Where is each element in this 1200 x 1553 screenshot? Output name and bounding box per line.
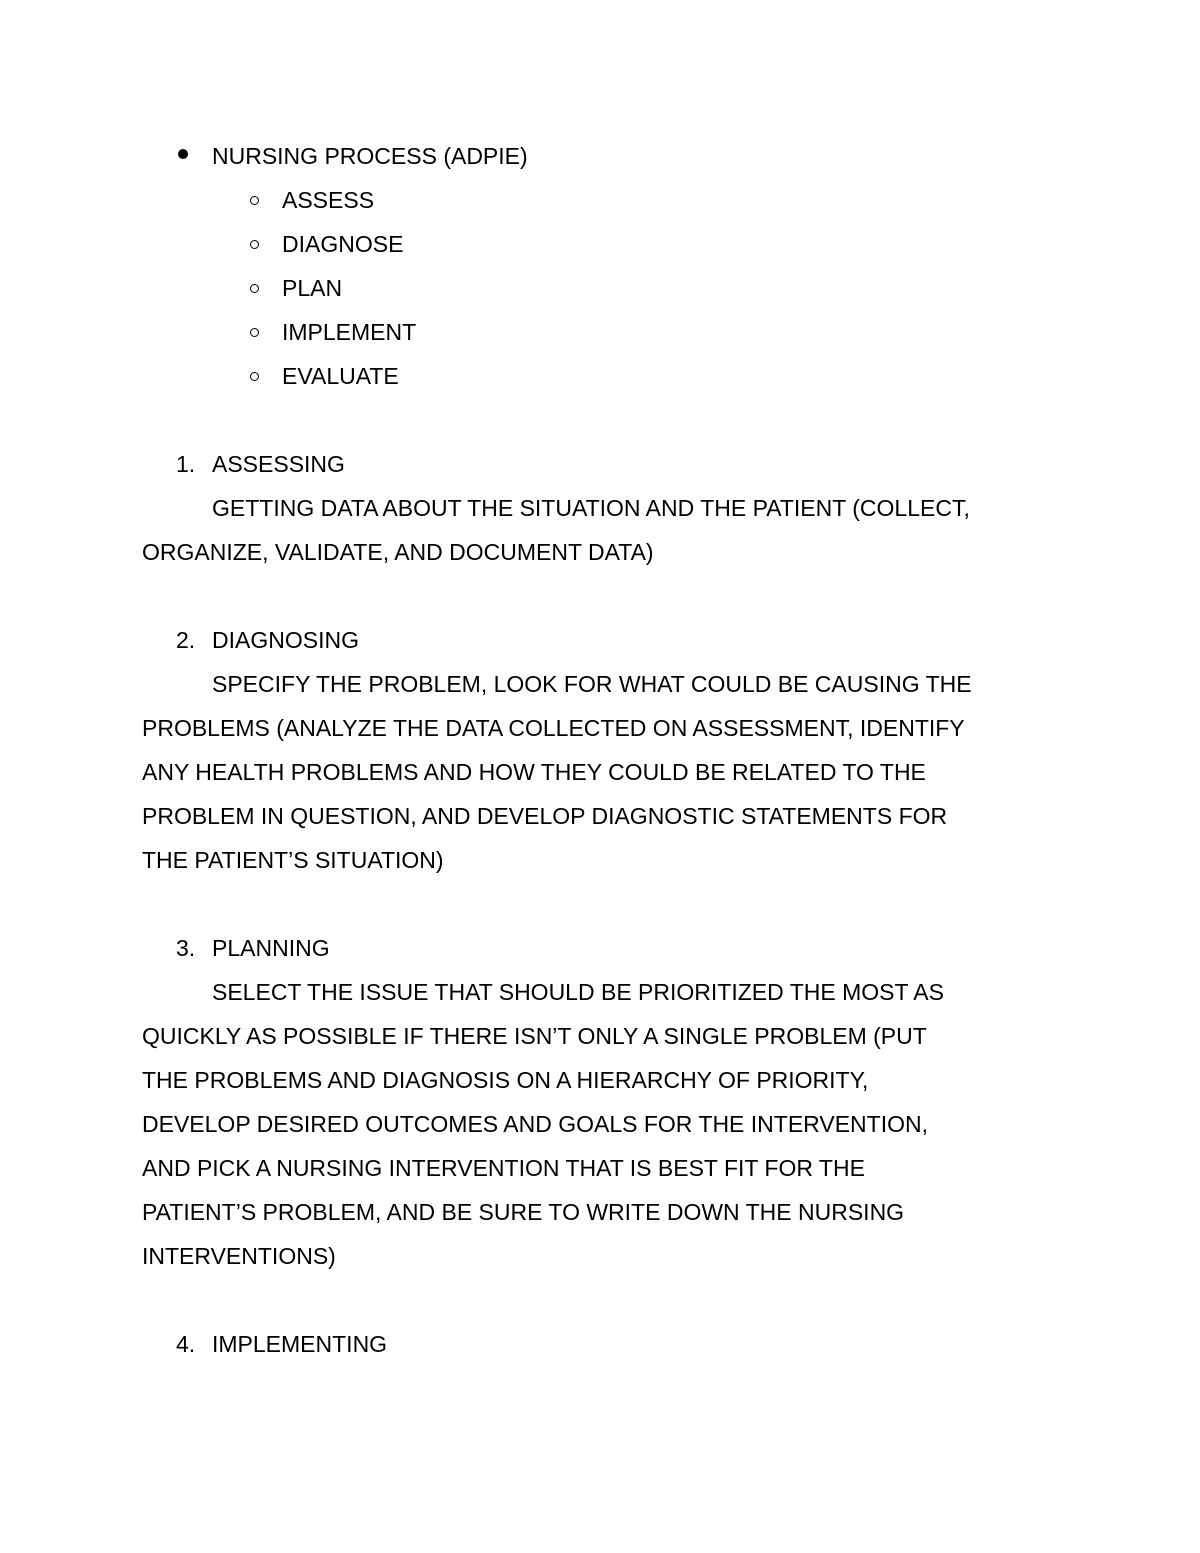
section-heading: DIAGNOSING [212,627,359,653]
sub-bullet-item: ASSESS [282,187,375,213]
section-heading: ASSESSING [212,451,345,477]
sub-bullet-icon [250,372,259,381]
section-text-line: QUICKLY AS POSSIBLE IF THERE ISN’T ONLY A SINGLE PROBLEM (PUT [142,1023,927,1049]
section-number: 3. [176,935,196,961]
section-text-line: AND PICK A NURSING INTERVENTION THAT IS BEST FIT FOR THE [142,1155,865,1181]
sub-bullet-icon [250,240,259,249]
section-number: 4. [176,1331,196,1357]
sub-bullet-item: EVALUATE [282,363,399,389]
sub-bullet-item: DIAGNOSE [282,231,404,257]
section-text-line: ANY HEALTH PROBLEMS AND HOW THEY COULD BE RELATED TO THE [142,759,926,785]
sub-bullet-item: PLAN [282,275,343,301]
section-text-line: THE PROBLEMS AND DIAGNOSIS ON A HIERARCHY OF PRIORITY, [142,1067,869,1093]
section-number: 1. [176,451,196,477]
section-text-line: INTERVENTIONS) [142,1243,336,1269]
section-text-line: SELECT THE ISSUE THAT SHOULD BE PRIORITIZED THE MOST AS [212,979,944,1005]
section-text-line: PROBLEM IN QUESTION, AND DEVELOP DIAGNOSTIC STATEMENTS FOR [142,803,948,829]
sub-bullet-icon [250,196,259,205]
bullet-icon [178,149,188,159]
section-text-line: THE PATIENT’S SITUATION) [142,847,444,873]
section-text-line: DEVELOP DESIRED OUTCOMES AND GOALS FOR THE INTERVENTION, [142,1111,928,1137]
sub-bullet-item: IMPLEMENT [282,319,417,345]
section-text-line: GETTING DATA ABOUT THE SITUATION AND THE PATIENT (COLLECT, [212,495,970,521]
section-text-line: SPECIFY THE PROBLEM, LOOK FOR WHAT COULD BE CAUSING THE [212,671,972,697]
bullet-list-title: NURSING PROCESS (ADPIE) [212,143,528,169]
section-text-line: PATIENT’S PROBLEM, AND BE SURE TO WRITE DOWN THE NURSING [142,1199,905,1225]
section-text-line: ORGANIZE, VALIDATE, AND DOCUMENT DATA) [142,539,654,565]
section-text-line: PROBLEMS (ANALYZE THE DATA COLLECTED ON ASSESSMENT, IDENTIFY [142,715,965,741]
sub-bullet-icon [250,284,259,293]
section-number: 2. [176,627,196,653]
sub-bullet-icon [250,328,259,337]
section-heading: PLANNING [212,935,330,961]
section-heading: IMPLEMENTING [212,1331,388,1357]
